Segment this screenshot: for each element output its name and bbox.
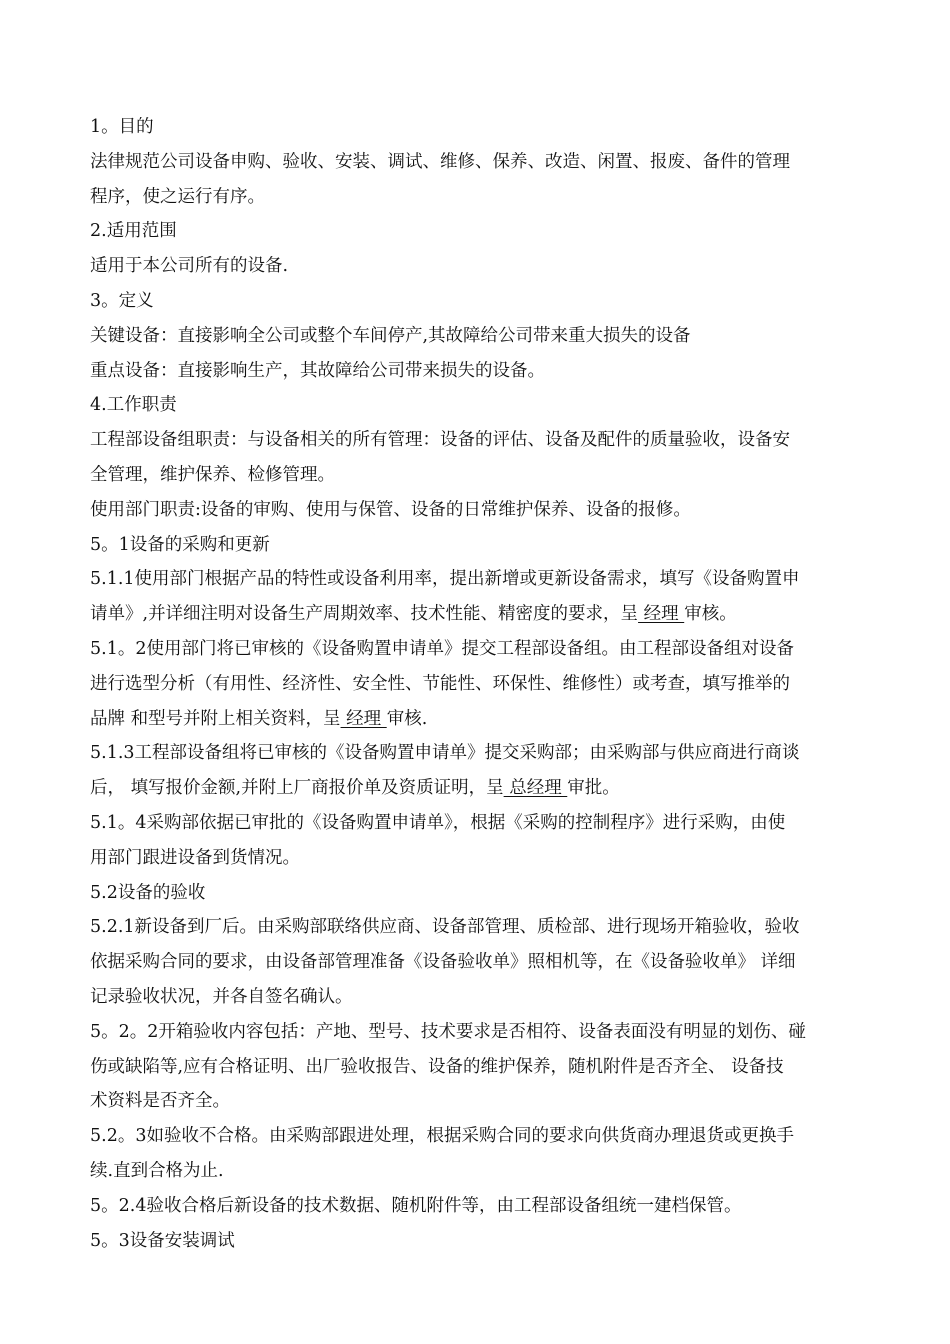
line-text: 审核. [386,708,428,729]
paragraph-line: 记录验收状况，并各自签名确认。 [90,986,353,1007]
paragraph-line: 续.直到合格为止. [90,1160,224,1181]
paragraph-line: 用部门跟进设备到货情况。 [90,847,300,868]
heading-definition: 3。定义 [90,290,154,311]
paragraph-line: 关键设备：直接影响全公司或整个车间停产,其故障给公司带来重大损失的设备 [90,325,691,346]
paragraph-line: 法律规范公司设备申购、验收、安装、调试、维修、保养、改造、闲置、报废、备件的管理 [90,151,790,172]
paragraph-line: 程序，使之运行有序。 [90,186,265,207]
paragraph-line: 5.1。4采购部依据已审批的《设备购置申请单》，根据《采购的控制程序》进行采购，由使 [90,812,786,833]
paragraph-line: 全管理，维护保养、检修管理。 [90,464,335,485]
paragraph-line: 重点设备：直接影响生产，其故障给公司带来损失的设备。 [90,360,545,381]
heading-procurement: 5。1设备的采购和更新 [90,534,270,555]
paragraph-line: 5.1.3工程部设备组将已审核的《设备购置申请单》提交采购部；由采购部与供应商进行商谈 [90,743,800,764]
paragraph-line [90,771,880,806]
line-text: 请单》,并详细注明对设备生产周期效率、技术性能、精密度的要求，呈 [90,604,639,625]
heading-scope: 2.适用范围 [90,221,177,242]
approver-underlined: 经理 [638,604,685,625]
line-text: 品牌 和型号并附上相关资料，呈 [90,708,341,729]
paragraph-line: 工程部设备组职责：与设备相关的所有管理：设备的评估、设备及配件的质量验收，设备安 [90,430,790,451]
paragraph-line: 5。2。2开箱验收内容包括：产地、型号、技术要求是否相符、设备表面没有明显的划伤、碰 [90,1021,806,1042]
paragraph-line: 依据采购合同的要求，由设备部管理准备《设备验收单》照相机等，在《设备验收单》 详细 [90,952,796,973]
paragraph-line: 进行选型分析（有用性、经济性、安全性、节能性、环保性、维修性）或考查，填写推举的 [90,673,790,694]
paragraph-line: 使用部门职责:设备的审购、使用与保管、设备的日常维护保养、设备的报修。 [90,499,691,520]
approver-underlined: 总经理 [503,778,568,799]
paragraph-line [90,702,880,737]
paragraph-line: 适用于本公司所有的设备. [90,256,289,277]
heading-acceptance: 5.2设备的验收 [90,882,206,903]
paragraph-line: 5.2.1新设备到厂后。由采购部联络供应商、设备部管理、质检部、进行现场开箱验收，验收 [90,917,800,938]
paragraph-line: 5.1.1使用部门根据产品的特性或设备利用率，提出新增或更新设备需求，填写《设备购置申 [90,569,800,590]
paragraph-line: 5.2。3如验收不合格。由采购部跟进处理，根据采购合同的要求向供货商办理退货或更换手 [90,1126,794,1147]
approver-underlined: 经理 [340,708,387,729]
heading-purpose: 1。目的 [90,117,154,137]
paragraph-line: 5。2.4验收合格后新设备的技术数据、随机附件等，由工程部设备组统一建档保管。 [90,1195,742,1216]
line-text: 审核。 [684,604,737,625]
paragraph-line: 伤或缺陷等,应有合格证明、出厂验收报告、设备的维护保养，随机附件是否齐全、 设备技 [90,1056,784,1077]
line-text: 审批。 [567,778,620,799]
line-text: 后， 填写报价金额,并附上厂商报价单及资质证明，呈 [90,778,504,799]
heading-installation: 5。3设备安装调试 [90,1230,235,1251]
paragraph-line: 术资料是否齐全。 [90,1091,230,1112]
paragraph-line: 5.1。2使用部门将已审核的《设备购置申请单》提交工程部设备组。由工程部设备组对设备 [90,638,794,659]
paragraph-line [90,597,880,632]
heading-responsibilities: 4.工作职责 [90,395,177,416]
document-body [90,110,880,1258]
